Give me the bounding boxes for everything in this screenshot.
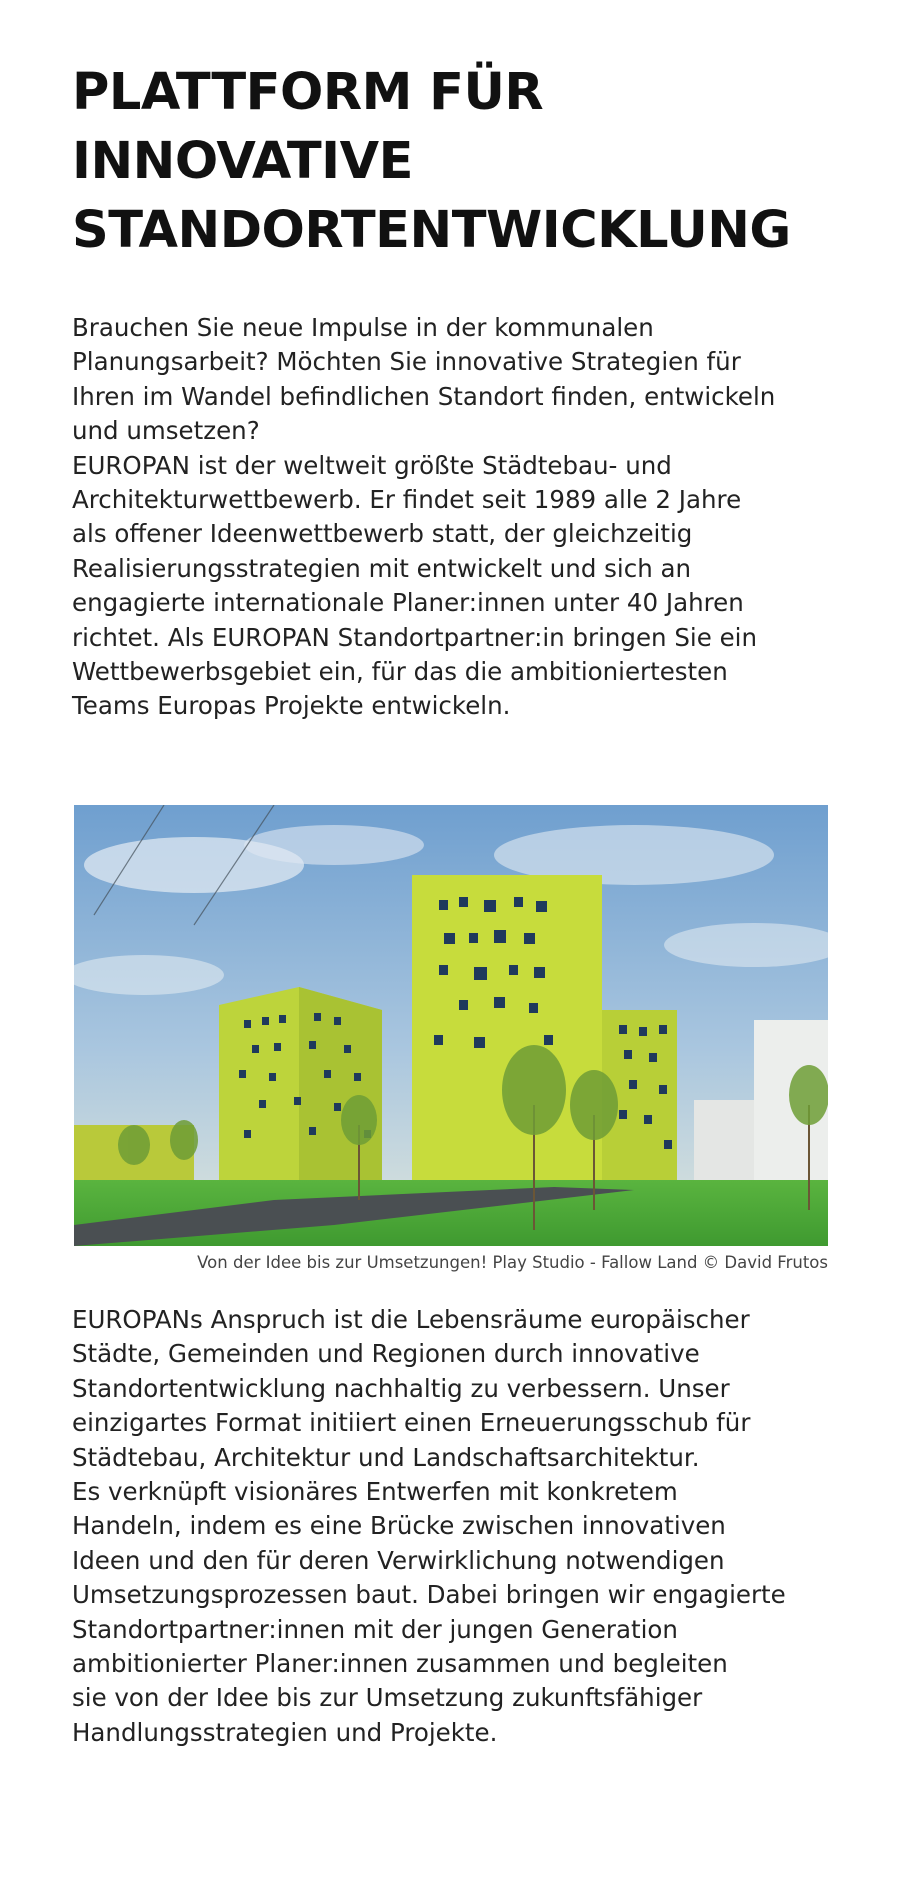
text-line: Es verknüpft visionäres Entwerfen mit konkretem [72, 1477, 678, 1507]
body-paragraph [72, 1303, 832, 1750]
text-line: EUROPANs Anspruch ist die Lebensräume europäischer [72, 1305, 750, 1334]
text-line: Städtebau, Architektur und Landschaftsarchitektur. [72, 1442, 700, 1472]
text-line: sie von der Idee bis zur Umsetzung zukunftsfähiger [72, 1683, 703, 1713]
text-line: ambitionierter Planer:innen zusammen und begleiten [72, 1649, 728, 1679]
page-title [72, 58, 872, 265]
text-line: Ideen und den für deren Verwirklichung notwendigen [72, 1545, 725, 1575]
text-line: Teams Europas Projekte entwickeln. [72, 691, 511, 721]
title-line: INNOVATIVE [72, 132, 413, 191]
text-line: Handlungsstrategien und Projekte. [72, 1717, 498, 1747]
text-line: engagierte internationale Planer:innen unter 40 Jahren [72, 588, 744, 618]
text-line: einzigartes Format initiiert einen Erneuerungsschub für [72, 1408, 751, 1438]
photo-caption: Von der Idee bis zur Umsetzungen! Play Studio - Fallow Land © David Frutos [197, 1253, 828, 1272]
text-line: Brauchen Sie neue Impulse in der kommunalen [72, 313, 654, 342]
text-line: Wettbewerbsgebiet ein, für das die ambitioniertesten [72, 657, 728, 687]
text-line: Städte, Gemeinden und Regionen durch innovative [72, 1339, 700, 1369]
text-line: Ihren im Wandel befindlichen Standort finden, entwickeln [72, 381, 776, 411]
text-line: Architekturwettbewerb. Er findet seit 1989 alle 2 Jahre [72, 485, 742, 515]
text-line: EUROPAN ist der weltweit größte Städtebau- und [72, 450, 672, 480]
text-line: und umsetzen? [72, 416, 260, 446]
title-line: STANDORTENTWICKLUNG [72, 201, 791, 260]
text-line: richtet. Als EUROPAN Standortpartner:in bringen Sie ein [72, 622, 757, 652]
text-line: Standortpartner:innen mit der jungen Generation [72, 1614, 678, 1644]
text-line: Realisierungsstrategien mit entwickelt und sich an [72, 553, 692, 583]
intro-paragraph [72, 311, 832, 724]
text-line: als offener Ideenwettbewerb statt, der gleichzeitig [72, 519, 693, 549]
text-line: Standortentwicklung nachhaltig zu verbessern. Unser [72, 1373, 730, 1403]
text-line: Planungsarbeit? Möchten Sie innovative Strategien für [72, 347, 741, 377]
text-line: Handeln, indem es eine Brücke zwischen innovativen [72, 1511, 726, 1541]
building-photo [74, 805, 828, 1246]
text-line: Umsetzungsprozessen baut. Dabei bringen wir engagierte [72, 1580, 786, 1610]
title-line: PLATTFORM FÜR [72, 63, 544, 122]
